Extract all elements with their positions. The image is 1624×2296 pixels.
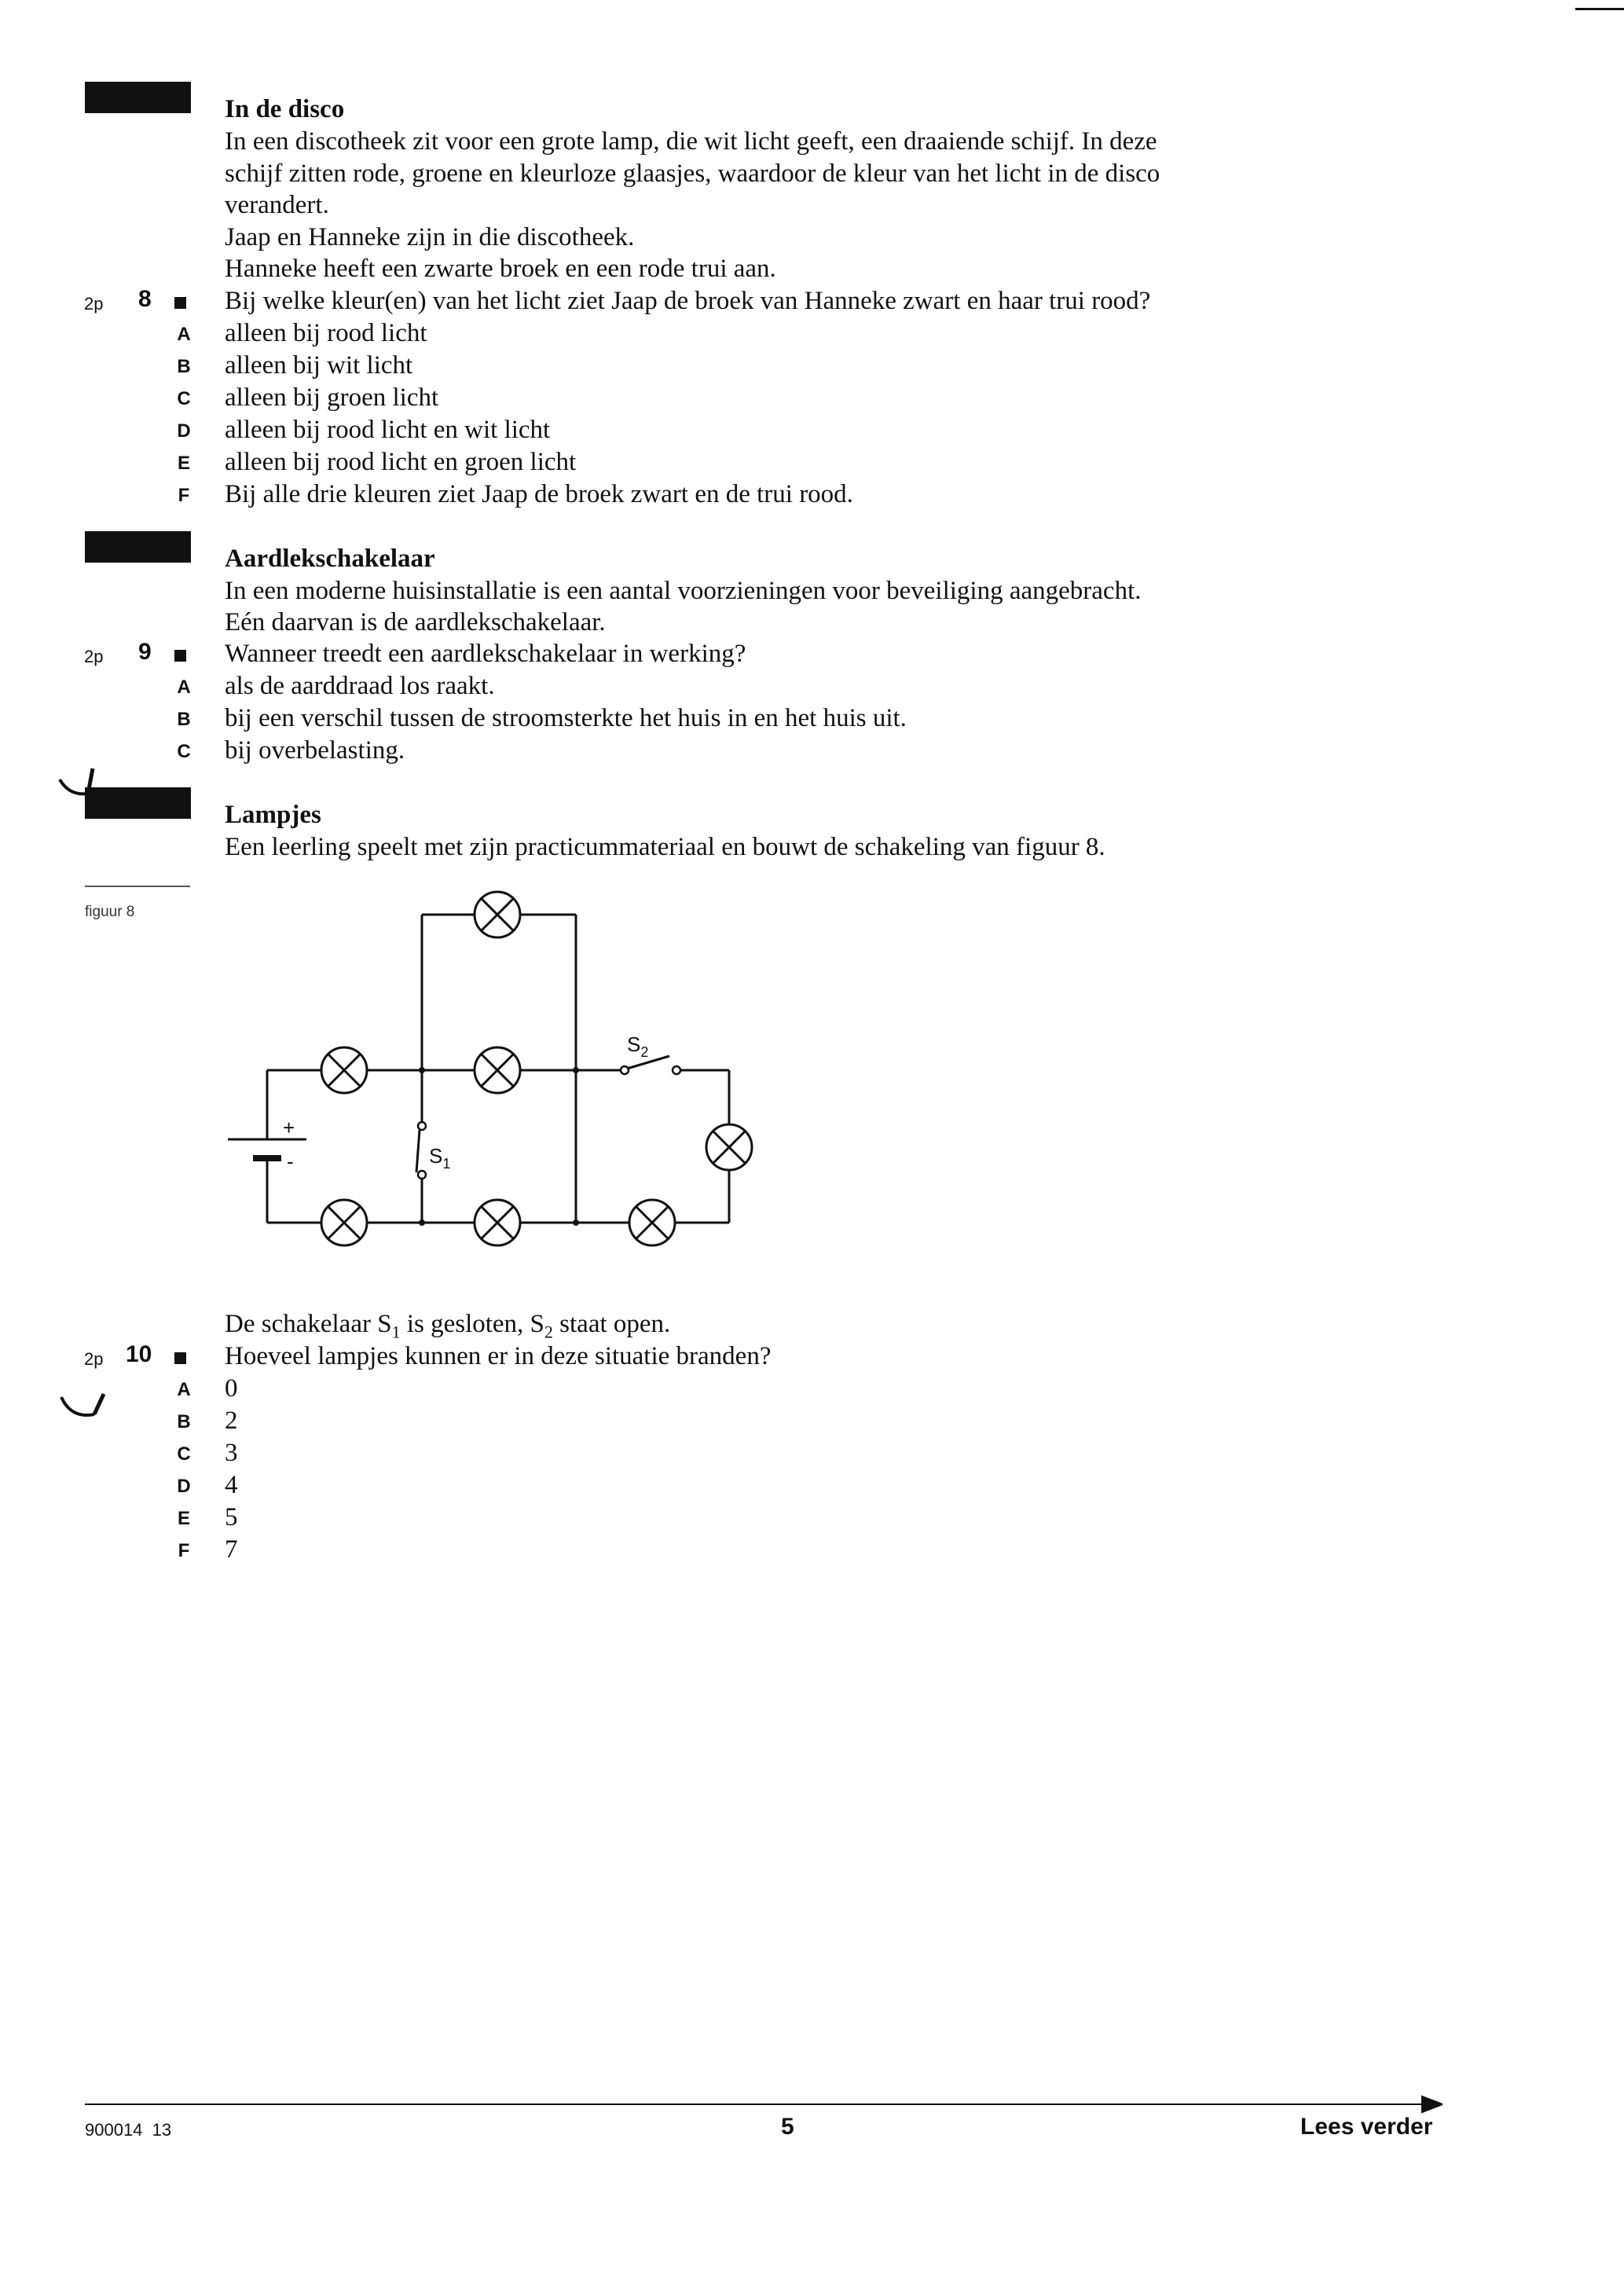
option-letter: A [177,1379,191,1400]
option-text: 4 [225,1471,238,1499]
body-line: Eén daarvan is de aardlekschakelaar. [225,608,606,636]
option-letter: A [177,677,191,698]
option-letter: B [177,1411,191,1432]
arrow-right-icon [1406,2093,1443,2115]
lamp-icon [629,1200,675,1245]
option-letter: B [177,356,191,377]
option-text: 0 [225,1374,238,1403]
question-text: Bij welke kleur(en) van het licht ziet Jaap de broek van Hanneke zwart en haar trui rood? [225,287,1151,315]
option-letter: C [177,1443,191,1465]
option-letter: B [177,709,191,730]
option-text: 5 [225,1503,238,1531]
lamp-icon [475,1047,520,1093]
option-letter: A [177,324,191,345]
question-number: 9 [138,639,152,665]
option-text: alleen bij rood licht en groen licht [225,448,577,476]
body-line: schijf zitten rode, groene en kleurloze glaasjes, waardoor de kleur van het licht in de disco [225,160,1160,188]
option-letter: E [177,453,190,474]
option-text: alleen bij rood licht [225,319,427,347]
question-number: 10 [126,1341,152,1367]
option-letter: D [177,1476,191,1497]
points-label: 2p [84,647,104,666]
option-letter: E [177,1508,190,1529]
question-intro: De schakelaar $S_1$ is gesloten, $S_2$ staat open. [225,1310,671,1342]
option-letter: D [177,420,191,442]
footer-code: 900014 13 [85,2120,172,2140]
switch-s1-label: $S_1$ [429,1144,451,1172]
body-line: In een moderne huisinstallatie is een aantal voorzieningen voor beveiliging aangebracht. [225,577,1142,605]
option-letter: C [177,388,191,409]
body-line: verandert. [225,191,329,219]
battery-plus: + [283,1116,295,1139]
section-title: Lampjes [225,801,321,829]
section-title: In de disco [225,95,345,123]
figure-label: figuur 8 [85,904,135,920]
lamp-icon [706,1124,752,1170]
switch-s2-label: $S_2$ [627,1032,649,1060]
page-number: 5 [781,2114,794,2140]
next-page-label: Lees verder [1300,2114,1433,2140]
lamp-icon [321,1047,367,1093]
question-marker [174,1352,186,1364]
checkmark-icon [58,1389,113,1427]
points-label: 2p [84,1349,104,1369]
body-line: Een leerling speelt met zijn practicummateriaal en bouwt de schakeling van figuur 8. [225,833,1105,861]
option-text: alleen bij wit licht [225,351,413,380]
question-text: Hoeveel lampjes kunnen er in deze situatie branden? [225,1342,772,1370]
lamp-icon [475,892,520,937]
section-title: Aardlekschakelaar [225,545,435,573]
option-text: bij een verschil tussen de stroomsterkte het huis in en het huis uit. [225,704,907,732]
body-line: Jaap en Hanneke zijn in die discotheek. [225,223,635,251]
option-text: als de aarddraad los raakt. [225,672,495,700]
body-line: Hanneke heeft een zwarte broek en een rode trui aan. [225,255,776,283]
option-text: alleen bij rood licht en wit licht [225,416,551,444]
lamp-icon [475,1200,520,1245]
option-letter: F [178,1540,190,1561]
points-label: 2p [84,294,104,314]
lamp-icon [321,1200,367,1245]
option-text: Bij alle drie kleuren ziet Jaap de broek zwart en de trui rood. [225,480,853,508]
option-text: bij overbelasting. [225,736,405,765]
option-text: 2 [225,1407,238,1435]
body-line: In een discotheek zit voor een grote lamp, die wit licht geeft, een draaiende schijf. In deze [225,127,1157,156]
option-text: 7 [225,1535,238,1564]
option-letter: F [178,485,190,506]
question-text: Wanneer treedt een aardlekschakelaar in werking? [225,640,746,668]
option-letter: C [177,741,191,762]
battery-minus: - [287,1150,294,1173]
option-text: alleen bij groen licht [225,383,439,412]
question-number: 8 [138,286,152,312]
footer-rule [85,2103,1430,2105]
option-text: 3 [225,1439,238,1467]
